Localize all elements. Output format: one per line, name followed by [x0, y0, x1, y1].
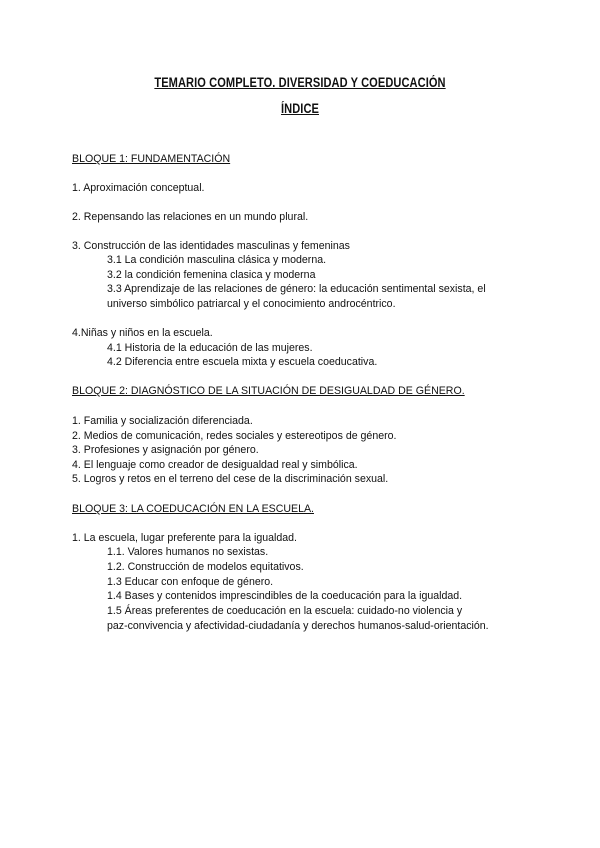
list-item: 2. Repensando las relaciones en un mundo plural.	[72, 211, 309, 223]
sub-item: 1.4 Bases y contenidos imprescindibles de la coeducación para la igualdad.	[107, 590, 463, 602]
sub-item: 1.1. Valores humanos no sexistas.	[107, 546, 269, 558]
sub-item: 4.1 Historia de la educación de las mujeres.	[107, 342, 313, 354]
list-item: 5. Logros y retos en el terreno del cese de la discriminación sexual.	[72, 473, 389, 485]
sub-item: 4.2 Diferencia entre escuela mixta y escuela coeducativa.	[107, 356, 378, 368]
bloque-3-heading: BLOQUE 3: LA COEDUCACIÓN EN LA ESCUELA.	[72, 503, 314, 515]
sub-item: 3.2 la condición femenina clasica y moderna	[107, 269, 316, 281]
sub-item: 3.1 La condición masculina clásica y moderna.	[107, 254, 327, 266]
bloque-1-heading: BLOQUE 1: FUNDAMENTACIÓN	[72, 153, 231, 165]
sub-item: 3.3 Aprendizaje de las relaciones de género: la educación sentimental sexista, el	[107, 283, 486, 295]
sub-item: 1.5 Áreas preferentes de coeducación en la escuela: cuidado-no violencia y	[107, 605, 463, 617]
bloque-2-heading: BLOQUE 2: DIAGNÓSTICO DE LA SITUACIÓN DE DESIGUALDAD DE GÉNERO.	[72, 385, 465, 397]
sub-item: 1.2. Construcción de modelos equitativos.	[107, 561, 304, 573]
document-title: TEMARIO COMPLETO. DIVERSIDAD Y COEDUCACIÓN	[154, 75, 446, 90]
sub-item-continuation: universo simbólico patriarcal y el conocimiento androcéntrico.	[107, 298, 396, 310]
list-item: 1. Familia y socialización diferenciada.	[72, 415, 253, 427]
list-item: 3. Profesiones y asignación por género.	[72, 444, 259, 456]
list-item: 4.Niñas y niños en la escuela.	[72, 327, 213, 339]
sub-item: 1.3 Educar con enfoque de género.	[107, 576, 274, 588]
sub-item-continuation: paz-convivencia y afectividad-ciudadanía y derechos humanos-salud-orientación.	[107, 620, 489, 632]
list-item: 4. El lenguaje como creador de desigualdad real y simbólica.	[72, 459, 358, 471]
list-item: 2. Medios de comunicación, redes sociales y estereotipos de género.	[72, 430, 397, 442]
list-item: 1. Aproximación conceptual.	[72, 182, 205, 194]
list-item: 3. Construcción de las identidades masculinas y femeninas	[72, 240, 350, 252]
list-item: 1. La escuela, lugar preferente para la igualdad.	[72, 532, 297, 544]
index-heading: ÍNDICE	[280, 101, 320, 116]
